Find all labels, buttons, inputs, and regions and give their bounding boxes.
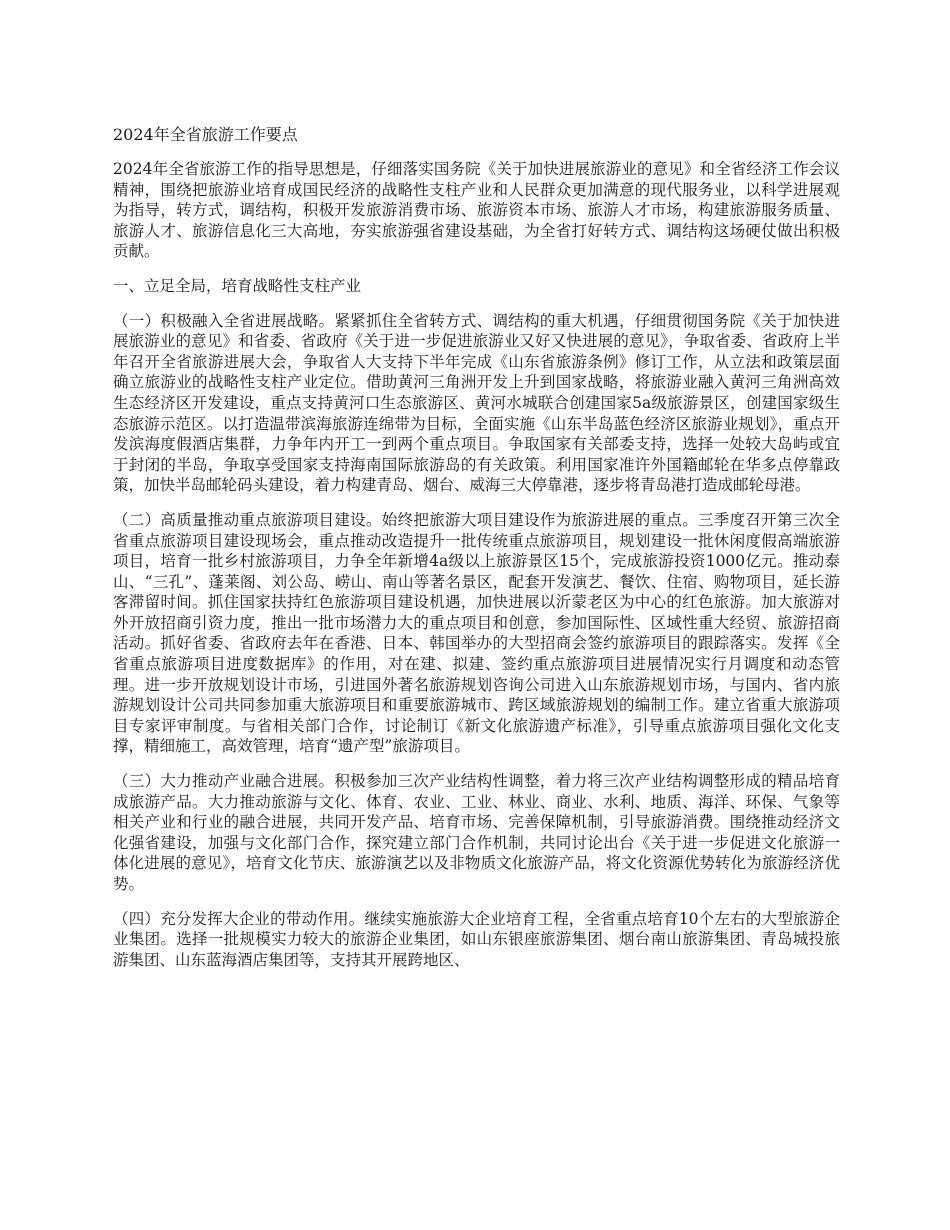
paragraph-3: （三）大力推动产业融合进展。积极参加三次产业结构性调整，着力将三次产业结构调整形成的精品培育成旅游产品。大力推动旅游与文化、体育、农业、工业、林业、商业、水利、地质、海洋、环保、气象等相关产业和行业的融合进展，共同开发产品、培育市场、完善保障机制，引导旅游消费。围绕推动经济文化强省建设，加强与文化部门合作，探究建立部门合作机制，共同讨论出台《关于进一步促进文化旅游一体化进展的意见》，培育文化节庆、旅游演艺以及非物质文化旅游产品，将文化资源优势转化为旅游经济优势。 — [113, 772, 840, 893]
intro-paragraph: 2024年全省旅游工作的指导思想是，仔细落实国务院《关于加快进展旅游业的意见》和全省经济工作会议精神，围绕把旅游业培育成国民经济的战略性支柱产业和人民群众更加满意的现代服务业，以科学进展观为指导，转方式，调结构，积极开发旅游消费市场、旅游资本市场、旅游人才市场，构建旅游服务质量、旅游人才、旅游信息化三大高地，夯实旅游强省建设基础，为全省打好转方式、调结构这场硬仗做出积极贡献。 — [113, 160, 840, 261]
paragraph-2: （二）高质量推动重点旅游项目建设。始终把旅游大项目建设作为旅游进展的重点。三季度召开第三次全省重点旅游项目建设现场会，重点推动改造提升一批传统重点旅游项目，规划建设一批休闲度假高端旅游项目，培育一批乡村旅游项目，力争全年新增4a级以上旅游景区15个，完成旅游投资1000亿元。推动泰山、“三孔”、蓬莱阁、刘公岛、崂山、南山等著名景区，配套开发演艺、餐饮、住宿、购物项目，延长游客滞留时间。抓住国家扶持红色旅游项目建设机遇，加快进展以沂蒙老区为中心的红色旅游。加大旅游对外开放招商引资力度，推出一批市场潜力大的重点项目和创意，参加国际性、区域性重大经贸、旅游招商活动。抓好省委、省政府去年在香港、日本、韩国举办的大型招商会签约旅游项目的跟踪落实。发挥《全省重点旅游项目进度数据库》的作用，对在建、拟建、签约重点旅游项目进展情况实行月调度和动态管理。进一步开放规划设计市场，引进国外著名旅游规划咨询公司进入山东旅游规划市场，与国内、省内旅游规划设计公司共同参加重大旅游项目和重要旅游城市、跨区域旅游规划的编制工作。建立省重大旅游项目专家评审制度。与省相关部门合作，讨论制订《新文化旅游遗产标准》，引导重点旅游项目强化文化支撑，精细施工，高效管理，培育“遗产型”旅游项目。 — [113, 510, 840, 756]
document-page — [113, 124, 840, 984]
section-heading: 一、立足全局，培育战略性支柱产业 — [113, 276, 362, 295]
paragraph-4: （四）充分发挥大企业的带动作用。继续实施旅游大企业培育工程，全省重点培育10个左右的大型旅游企业集团。选择一批规模实力较大的旅游企业集团，如山东银座旅游集团、烟台南山旅游集团、青岛城投旅游集团、山东蓝海酒店集团等，支持其开展跨地区、 — [113, 909, 840, 969]
document-title: 2024年全省旅游工作要点 — [113, 125, 298, 144]
paragraph-1: （一）积极融入全省进展战略。紧紧抓住全省转方式、调结构的重大机遇，仔细贯彻国务院《关于加快进展旅游业的意见》和省委、省政府《关于进一步促进旅游业又好又快进展的意见》，争取省委、省政府上半年召开全省旅游进展大会，争取省人大支持下半年完成《山东省旅游条例》修订工作，从立法和政策层面确立旅游业的战略性支柱产业定位。借助黄河三角洲开发上升到国家战略，将旅游业融入黄河三角洲高效生态经济区开发建设，重点支持黄河口生态旅游区、黄河水城联合创建国家5a级旅游景区，创建国家级生态旅游示范区。以打造温带滨海旅游连绵带为目标，全面实施《山东半岛蓝色经济区旅游业规划》，重点开发滨海度假酒店集群，力争年内开工一到两个重点项目。争取国家有关部委支持，选择一处较大岛屿或宜于封闭的半岛，争取享受国家支持海南国际旅游岛的有关政策。利用国家准许外国籍邮轮在华多点停靠政策，加快半岛邮轮码头建设，着力构建青岛、烟台、威海三大停靠港，逐步将青岛港打造成邮轮母港。 — [113, 311, 840, 495]
